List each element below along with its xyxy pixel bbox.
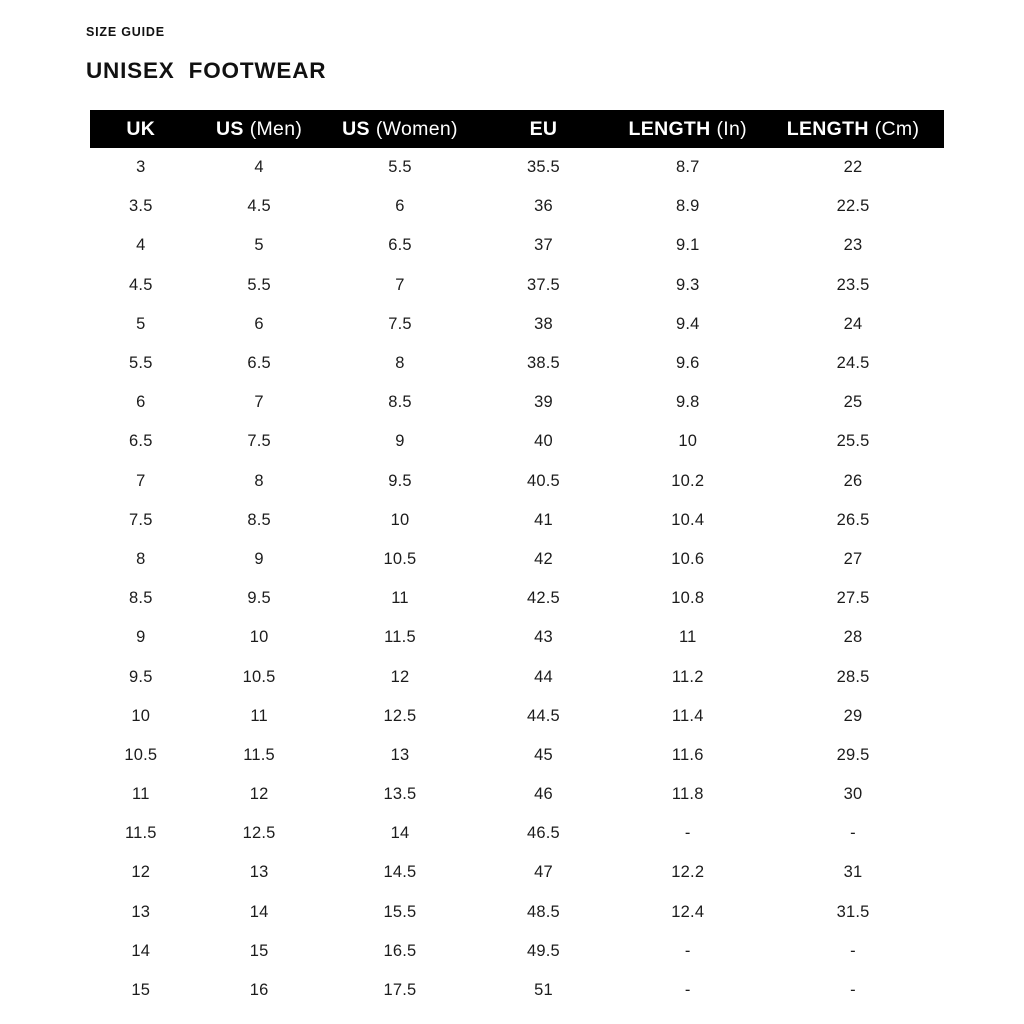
table-cell: 9 [254, 549, 264, 568]
table-cell: 9.1 [675, 236, 700, 255]
table-cell: 49.5 [526, 941, 560, 960]
table-cell: 8.7 [675, 158, 700, 177]
table-cell: 7 [395, 275, 405, 294]
table-row [90, 344, 944, 383]
table-cell: 6 [254, 314, 264, 333]
table-cell: 9.5 [129, 667, 153, 686]
table-cell: 7.5 [247, 432, 271, 451]
table-cell: 6.5 [129, 432, 153, 451]
table-cell: 8 [254, 471, 264, 490]
table-cell: 12 [131, 863, 151, 882]
table-cell: 11.2 [671, 667, 704, 686]
table-cell: 13 [131, 902, 151, 921]
table-cell: 23.5 [836, 275, 870, 294]
table-row [90, 383, 944, 422]
table-cell: 17.5 [383, 981, 417, 1000]
table-cell: 39 [534, 393, 553, 412]
table-row [90, 775, 944, 814]
table-cell: 10 [678, 432, 698, 451]
table-cell: 10.5 [242, 667, 276, 686]
table-cell: - [684, 941, 691, 960]
table-cell: 10.5 [124, 745, 158, 764]
table-cell: 5.5 [129, 354, 153, 373]
table-cell: 9.8 [675, 393, 700, 412]
table-cell: - [850, 824, 856, 843]
table-cell: 10.6 [671, 549, 705, 568]
table-header-row [90, 110, 944, 148]
table-cell: 25.5 [836, 432, 870, 451]
table-cell: - [684, 981, 691, 1000]
header-label-note: (Men) [249, 117, 303, 140]
table-cell: 40.5 [526, 471, 560, 490]
table-cell: 15 [249, 941, 269, 960]
table-cell: 31.5 [836, 902, 870, 921]
table-row [90, 501, 944, 540]
table-cell: 10 [249, 628, 269, 647]
table-cell: 4.5 [247, 197, 271, 216]
table-cell: 14 [131, 941, 151, 960]
table-cell: 8.5 [388, 393, 412, 412]
table-cell: 30 [843, 785, 863, 804]
table-cell: 12 [249, 785, 269, 804]
table-cell: 41 [534, 510, 553, 529]
table-cell: 12.4 [671, 902, 705, 921]
table-cell: 16 [249, 981, 269, 1000]
header-label-bold: US [216, 117, 244, 140]
table-cell: 44.5 [526, 706, 560, 725]
eyebrow-label: SIZE GUIDE [86, 25, 165, 39]
table-row [90, 697, 944, 736]
table-cell: 47 [534, 863, 553, 882]
table-cell: 6 [395, 197, 405, 216]
table-cell: 15 [131, 981, 151, 1000]
table-cell: 11.6 [671, 745, 704, 764]
header-cell-5 [762, 110, 944, 148]
header-label-bold: EU [529, 117, 558, 140]
table-cell: 13.5 [383, 785, 417, 804]
table-cell: 15.5 [383, 902, 417, 921]
header-label-note: (Cm) [874, 117, 920, 140]
table-cell: 5 [136, 314, 146, 333]
table-cell: 37.5 [526, 275, 560, 294]
table-cell: 11.5 [243, 745, 275, 764]
table-cell: 11 [250, 706, 268, 725]
header-cell-4 [613, 110, 762, 148]
table-cell: 10 [390, 510, 410, 529]
page-title: UNISEX FOOTWEAR [86, 58, 327, 83]
table-cell: 10.5 [383, 549, 417, 568]
header-label-bold: LENGTH [628, 117, 711, 140]
table-cell: 31 [843, 863, 863, 882]
table-row [90, 893, 944, 932]
table-cell: 12.5 [242, 824, 276, 843]
table-cell: 35.5 [526, 158, 560, 177]
table-cell: 11.5 [124, 824, 157, 843]
table-cell: 38 [534, 314, 553, 333]
table-cell: 3.5 [129, 197, 153, 216]
header-cell-2 [327, 110, 474, 148]
table-cell: 45 [534, 745, 553, 764]
table-cell: 6.5 [247, 354, 271, 373]
table-cell: 9.3 [675, 275, 700, 294]
table-cell: 11.8 [671, 785, 704, 804]
header-label-bold: LENGTH [786, 117, 869, 140]
table-cell: 7 [254, 393, 264, 412]
table-cell: 10.4 [671, 510, 705, 529]
table-cell: 12.2 [671, 863, 705, 882]
table-row [90, 540, 944, 579]
header-label-note: (Women) [375, 117, 458, 140]
table-cell: 6 [136, 393, 146, 412]
table-cell: 9.5 [247, 589, 271, 608]
table-cell: 7.5 [129, 510, 153, 529]
table-cell: 9.6 [675, 354, 700, 373]
table-cell: 51 [534, 981, 553, 1000]
table-cell: 27 [843, 549, 863, 568]
table-cell: 29.5 [836, 745, 870, 764]
table-cell: 48.5 [526, 902, 560, 921]
table-cell: 10 [131, 706, 151, 725]
table-cell: - [684, 824, 691, 843]
table-cell: 9 [395, 432, 405, 451]
table-cell: 42 [534, 549, 553, 568]
table-cell: 22.5 [836, 197, 870, 216]
table-cell: 42.5 [526, 589, 560, 608]
table-row [90, 226, 944, 265]
table-cell: 43 [534, 628, 553, 647]
table-cell: 5 [254, 236, 264, 255]
table-cell: 7 [136, 471, 146, 490]
table-row [90, 305, 944, 344]
table-cell: 38.5 [526, 354, 560, 373]
table-cell: 24 [843, 314, 863, 333]
table-cell: 46.5 [526, 824, 560, 843]
header-cell-0 [90, 110, 192, 148]
table-cell: 37 [534, 236, 553, 255]
table-row [90, 148, 944, 187]
table-cell: 8.5 [129, 589, 153, 608]
table-row [90, 657, 944, 696]
table-row [90, 618, 944, 657]
table-cell: 28 [843, 628, 863, 647]
table-body [90, 148, 944, 1010]
table-row [90, 736, 944, 775]
table-cell: 8.9 [675, 197, 700, 216]
table-row [90, 814, 944, 853]
table-cell: 5.5 [247, 275, 271, 294]
table-cell: 46 [534, 785, 553, 804]
table-row [90, 422, 944, 461]
table-cell: 27.5 [836, 589, 870, 608]
table-cell: 25 [843, 393, 863, 412]
table-cell: 7.5 [388, 314, 412, 333]
table-cell: 9.4 [675, 314, 700, 333]
header-label-bold: US [342, 117, 370, 140]
table-cell: 44 [534, 667, 553, 686]
table-cell: 11 [679, 628, 697, 647]
table-cell: 14 [249, 902, 269, 921]
header-cell-1 [192, 110, 327, 148]
table-cell: 10.2 [671, 471, 705, 490]
table-cell: 26 [843, 471, 863, 490]
table-cell: 12.5 [383, 706, 417, 725]
table-cell: 26.5 [836, 510, 870, 529]
table-row [90, 932, 944, 971]
table-cell: 9.5 [388, 471, 412, 490]
table-cell: 4 [254, 158, 264, 177]
table-cell: 14 [390, 824, 410, 843]
table-cell: 22 [843, 158, 863, 177]
table-cell: 36 [534, 197, 553, 216]
table-cell: 4.5 [129, 275, 153, 294]
header-label-bold: UK [126, 117, 156, 140]
table-cell: 3 [136, 158, 146, 177]
table-row [90, 462, 944, 501]
table-cell: 11.4 [671, 706, 704, 725]
header-cell-3 [473, 110, 613, 148]
table-cell: 5.5 [388, 158, 412, 177]
table-cell: 23 [843, 236, 863, 255]
table-row [90, 266, 944, 305]
size-table [90, 110, 944, 1010]
table-row [90, 853, 944, 892]
table-row [90, 971, 944, 1010]
table-cell: 13 [390, 745, 410, 764]
table-cell: 9 [136, 628, 146, 647]
table-cell: 8 [136, 549, 146, 568]
table-cell: 11.5 [384, 628, 416, 647]
table-row [90, 579, 944, 618]
header-label-note: (In) [716, 117, 747, 140]
table-cell: 13 [249, 863, 269, 882]
table-cell: 16.5 [383, 941, 417, 960]
table-cell: 11 [391, 589, 409, 608]
table-cell: 14.5 [383, 863, 417, 882]
table-cell: 28.5 [836, 667, 870, 686]
table-cell: - [850, 981, 856, 1000]
table-cell: 24.5 [836, 354, 870, 373]
table-cell: 40 [534, 432, 553, 451]
table-cell: 29 [843, 706, 863, 725]
table-cell: 10.8 [671, 589, 705, 608]
table-cell: 8.5 [247, 510, 271, 529]
table-cell: 8 [395, 354, 405, 373]
table-cell: - [850, 941, 856, 960]
table-cell: 4 [136, 236, 146, 255]
table-cell: 11 [132, 785, 150, 804]
table-cell: 6.5 [388, 236, 412, 255]
table-cell: 12 [390, 667, 410, 686]
table-row [90, 187, 944, 226]
